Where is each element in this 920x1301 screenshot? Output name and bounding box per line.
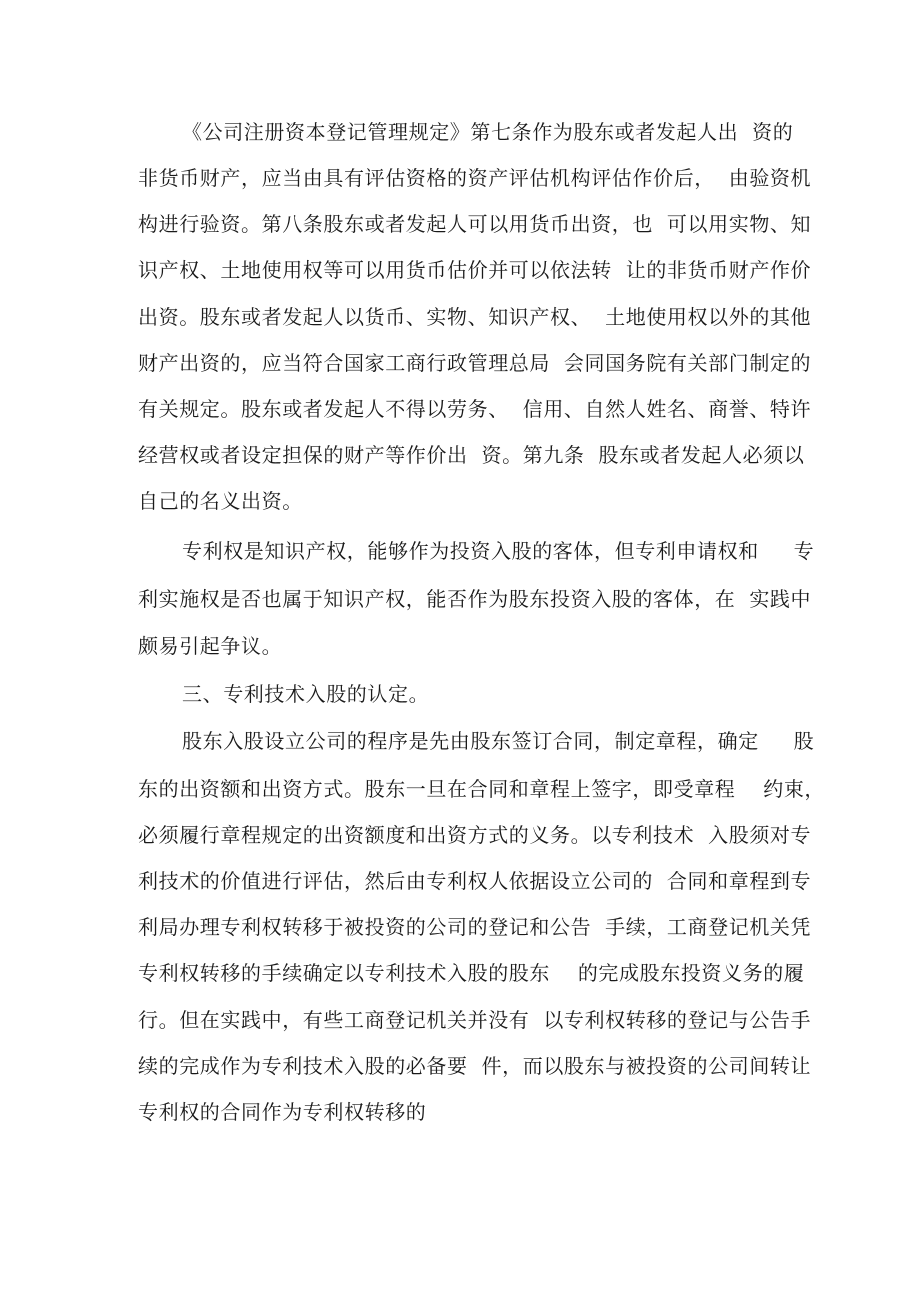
text-line: 必须履行章程规定的出资额度和出资方式的义务。以专利技术 入股须对专 xyxy=(138,823,812,847)
text-line: 股东入股设立公司的程序是先由股东签订合同，制定章程，确定 股 xyxy=(182,729,815,753)
text-line: 《公司注册资本登记管理规定》第七条作为股东或者发起人出 资的 xyxy=(182,120,794,144)
text-line: 专利权的合同作为专利权转移的 xyxy=(138,1100,427,1124)
text-line: 识产权、土地使用权等可以用货币估价并可以依法转 让的非货币财产作价 xyxy=(138,258,812,282)
section-heading: 三、专利技术入股的认定。 xyxy=(182,682,430,706)
text-line: 非货币财产，应当由具有评估资格的资产评估机构评估作价后， 由验资机 xyxy=(138,166,812,190)
text-line: 专利权是知识产权，能够作为投资入股的客体，但专利申请权和 专 xyxy=(182,539,815,563)
text-line: 东的出资额和出资方式。股东一旦在合同和章程上签字，即受章程 约束， xyxy=(138,777,826,801)
text-line: 行。但在实践中，有些工商登记机关并没有 以专利权转移的登记与公告手 xyxy=(138,1008,812,1032)
text-line: 专利权转移的手续确定以专利技术入股的股东 的完成股东投资义务的履 xyxy=(138,961,805,985)
text-line: 有关规定。股东或者发起人不得以劳务、 信用、自然人姓名、商誉、特许 xyxy=(138,397,812,421)
text-line: 续的完成作为专利技术入股的必备要 件，而以股东与被投资的公司间转让 xyxy=(138,1054,812,1078)
text-line: 经营权或者设定担保的财产等作价出 资。第九条 股东或者发起人必须以 xyxy=(138,443,805,467)
text-line: 利局办理专利权转移于被投资的公司的登记和公告 手续，工商登记机关凭 xyxy=(138,915,812,939)
text-line: 出资。股东或者发起人以货币、实物、知识产权、 土地使用权以外的其他 xyxy=(138,305,812,329)
text-line: 构进行验资。第八条股东或者发起人可以用货币出资，也 可以用实物、知 xyxy=(138,212,812,236)
text-line: 自己的名义出资。 xyxy=(138,489,303,513)
text-line: 财产出资的，应当符合国家工商行政管理总局 会同国务院有关部门制定的 xyxy=(138,351,812,375)
text-line: 颇易引起争议。 xyxy=(138,634,283,658)
text-line: 利实施权是否也属于知识产权，能否作为股东投资入股的客体，在 实践中 xyxy=(138,587,812,611)
text-line: 利技术的价值进行评估，然后由专利权人依据设立公司的 合同和章程到专 xyxy=(138,869,812,893)
